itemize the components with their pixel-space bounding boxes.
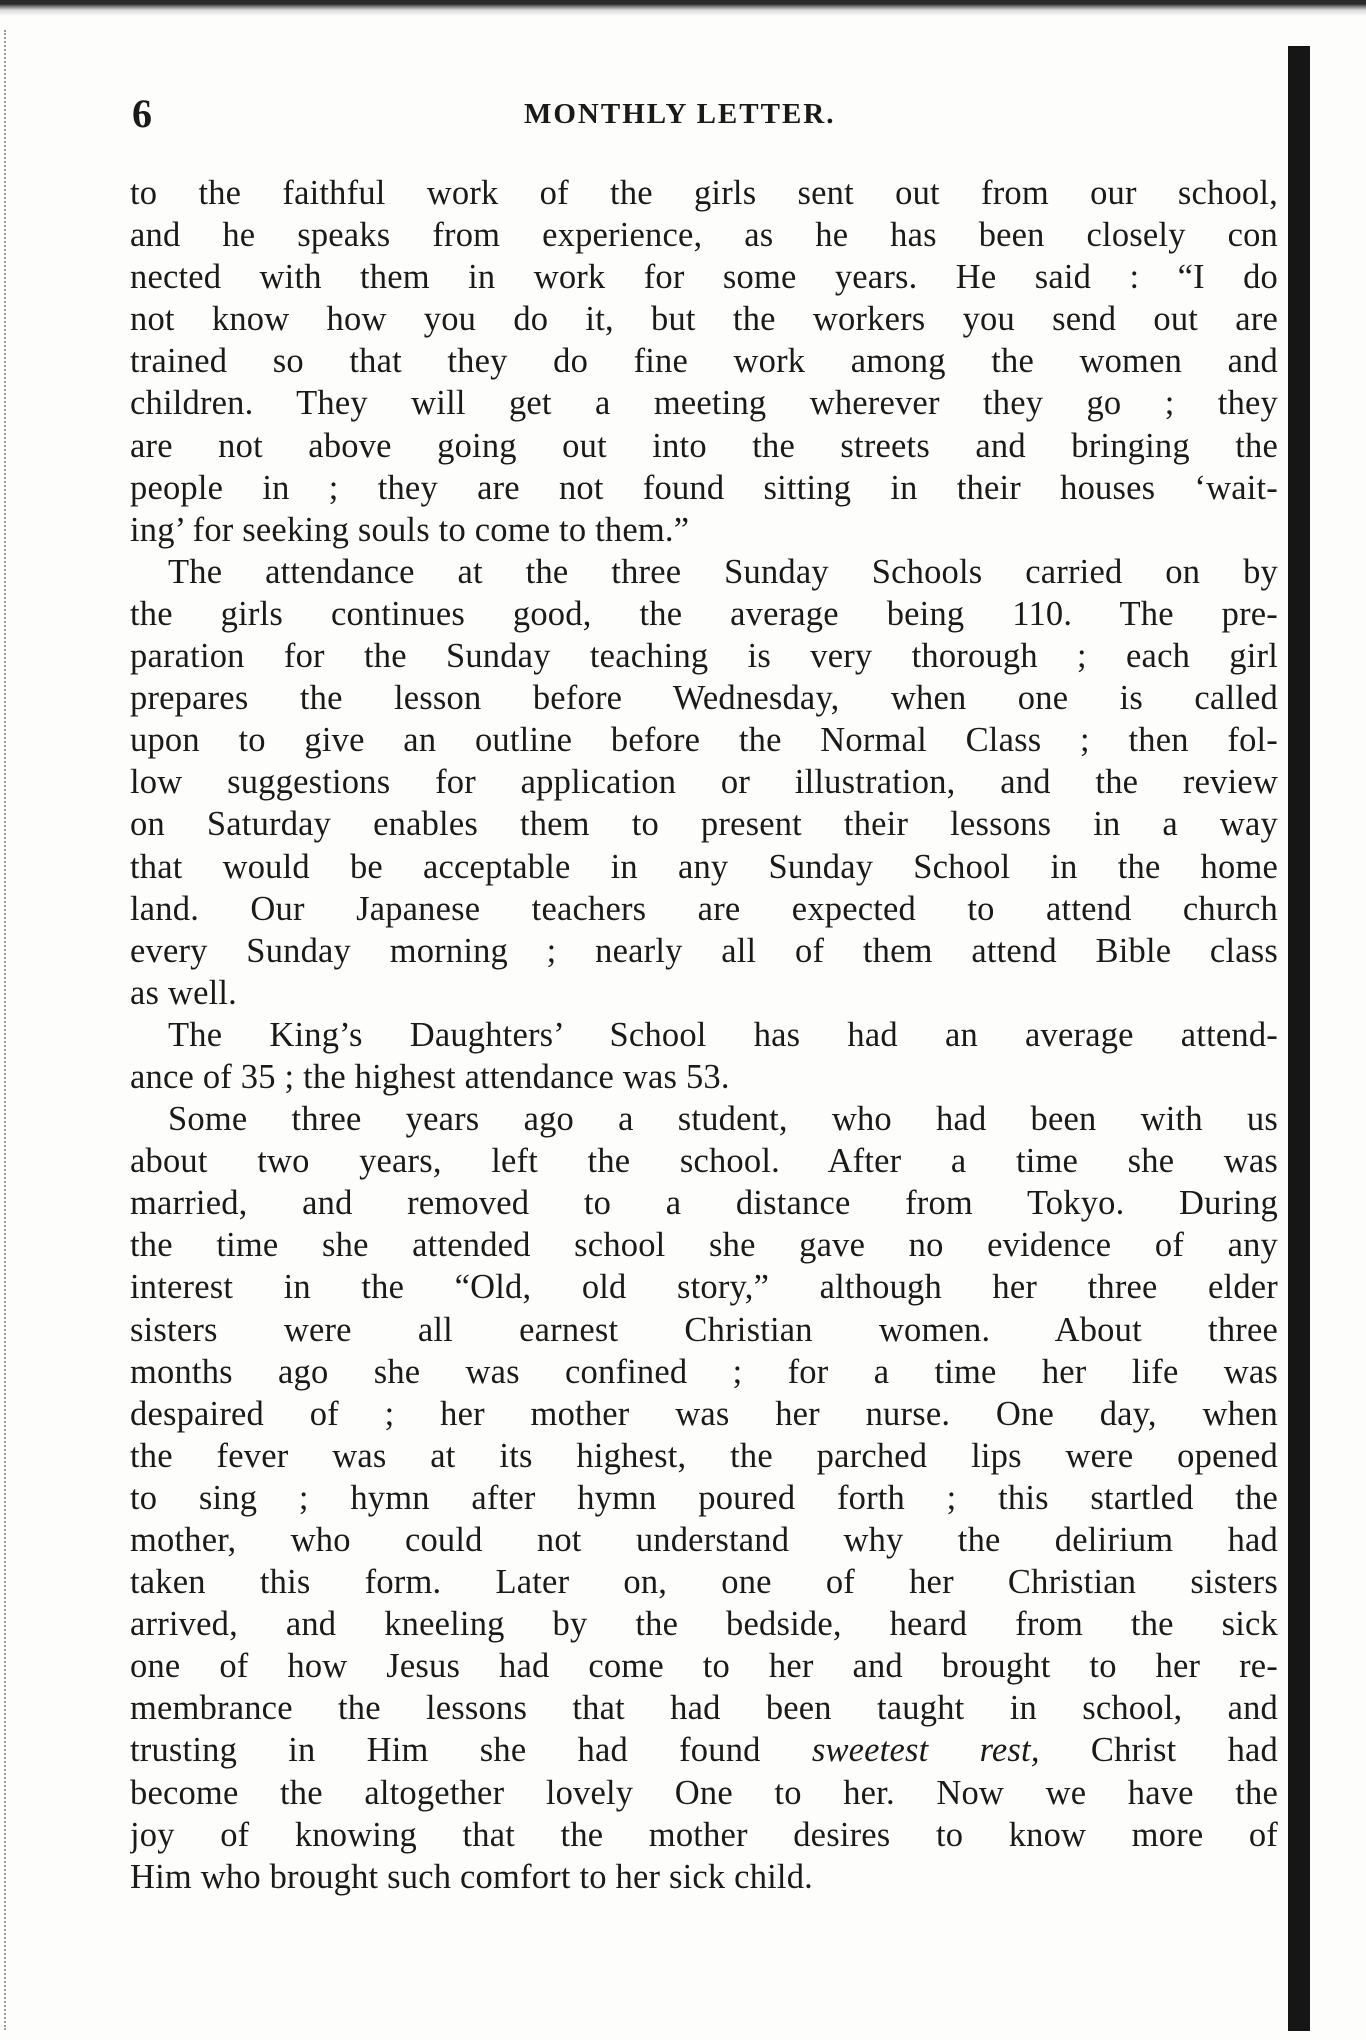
paragraph-start: The attendance at the three Sunday Schools carried on by: [168, 552, 1278, 591]
text-line: the girls continues good, the average being 110. The pre-: [130, 594, 1278, 633]
text-line: people in ; they are not found sitting in their houses ‘wait-: [130, 468, 1278, 507]
text-fragment: trusting in Him she had found: [130, 1731, 812, 1770]
text-line: about two years, left the school. After a time she was: [130, 1142, 1278, 1181]
text-line: children. They will get a meeting wherever they go ; they: [130, 384, 1278, 423]
page-number: 6: [132, 91, 152, 136]
text-line: become the altogether lovely One to her. Now we have the: [130, 1773, 1278, 1812]
text-line: sisters were all earnest Christian women. About three: [130, 1310, 1278, 1349]
text-line: upon to give an outline before the Normal Class ; then fol-: [130, 721, 1278, 760]
text-line: the time she attended school she gave no evidence of any: [130, 1226, 1278, 1265]
text-line: and he speaks from experience, as he has been closely con: [130, 216, 1278, 255]
left-gutter-marks: [4, 30, 30, 2030]
text-line: not know how you do it, but the workers you send out are: [130, 300, 1278, 339]
text-line: the fever was at its highest, the parched lips were opened: [130, 1436, 1278, 1475]
text-line: Him who brought such comfort to her sick child.: [130, 1857, 813, 1896]
running-head: [130, 84, 1280, 144]
article-body: [130, 172, 1278, 1898]
italic-phrase: sweetest rest,: [811, 1731, 1040, 1770]
text-line: despaired of ; her mother was her nurse. One day, when: [130, 1394, 1278, 1433]
text-line: ing’ for seeking souls to come to them.”: [130, 510, 690, 549]
text-line: land. Our Japanese teachers are expected to attend church: [130, 889, 1278, 928]
text-fragment: Christ had: [1039, 1731, 1278, 1770]
text-line: low suggestions for application or illustration, and the review: [130, 763, 1278, 802]
text-line: that would be acceptable in any Sunday School in the home: [130, 847, 1278, 886]
text-line: arrived, and kneeling by the bedside, heard from the sick: [130, 1605, 1278, 1644]
text-line: paration for the Sunday teaching is very thorough ; each girl: [130, 637, 1278, 676]
text-line: one of how Jesus had come to her and brought to her re-: [130, 1647, 1278, 1686]
right-edge-bar: [1288, 46, 1310, 2031]
text-line: mother, who could not understand why the delirium had: [130, 1521, 1278, 1559]
text-line-with-italic: [130, 1729, 1278, 1771]
text-line: as well.: [130, 973, 237, 1012]
running-title: MONTHLY LETTER.: [524, 98, 836, 130]
text-line: are not above going out into the streets and bringing the: [130, 426, 1278, 465]
text-line: taken this form. Later on, one of her Christian sisters: [130, 1563, 1278, 1602]
paragraph-start: The King’s Daughters’ School has had an average attend-: [168, 1015, 1278, 1054]
text-line: to the faithful work of the girls sent out from our school,: [130, 174, 1278, 212]
text-line: trained so that they do fine work among the women and: [130, 342, 1278, 381]
text-line: nected with them in work for some years. He said : “I do: [130, 258, 1278, 297]
text-line: ance of 35 ; the highest attendance was 53.: [130, 1057, 730, 1096]
text-line: membrance the lessons that had been taught in school, and: [130, 1689, 1278, 1728]
text-line: on Saturday enables them to present their lessons in a way: [130, 805, 1278, 844]
text-line: to sing ; hymn after hymn poured forth ; this startled the: [130, 1478, 1278, 1517]
top-edge-rule: [0, 0, 1366, 16]
text-line: every Sunday morning ; nearly all of them attend Bible class: [130, 931, 1278, 970]
text-line: joy of knowing that the mother desires to know more of: [130, 1815, 1278, 1854]
text-line: prepares the lesson before Wednesday, when one is called: [130, 679, 1278, 718]
paragraph-start: Some three years ago a student, who had been with us: [168, 1100, 1278, 1139]
text-line: months ago she was confined ; for a time her life was: [130, 1352, 1278, 1391]
text-line: interest in the “Old, old story,” although her three elder: [130, 1268, 1278, 1307]
text-line: married, and removed to a distance from Tokyo. During: [130, 1184, 1278, 1223]
